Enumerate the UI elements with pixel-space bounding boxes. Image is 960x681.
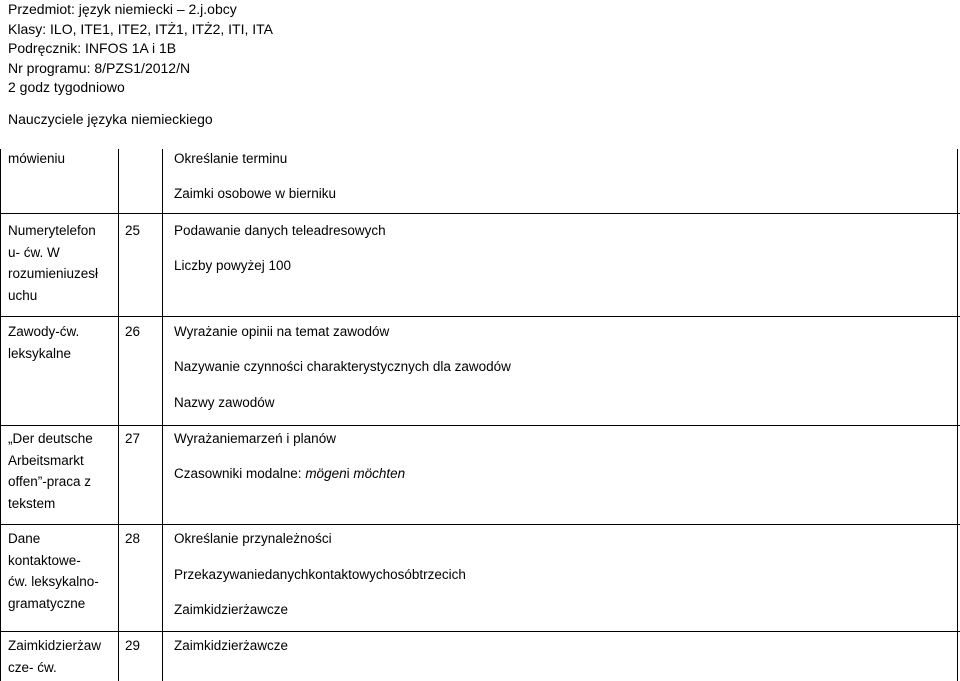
table-border-col2 xyxy=(162,149,163,681)
modal-verbs-item xyxy=(174,463,934,485)
topic-line: rozumieniuzesł xyxy=(8,266,99,281)
topic-line: Numerytelefon xyxy=(8,223,96,238)
row-item: Podawanie danych teleadresowych xyxy=(174,223,386,238)
topic-line: gramatyczne xyxy=(8,595,86,611)
row-divider xyxy=(0,524,960,525)
row-divider xyxy=(0,425,960,426)
row-item: Liczby powyżej 100 xyxy=(174,258,292,273)
topic-line: Zawody-ćw. xyxy=(8,324,80,339)
modal-prefix: Czasowniki modalne: xyxy=(174,466,306,481)
topic-line: kontaktowe- xyxy=(8,552,81,568)
topic-line: Zaimkidzierżaw xyxy=(8,638,102,653)
topic-line: ćw. leksykalno- xyxy=(8,574,99,589)
row-topic xyxy=(8,428,111,514)
row-item: Zaimki osobowe w bierniku xyxy=(174,186,337,201)
textbook-line: Podręcznik: INFOS 1A i 1B xyxy=(8,40,177,56)
table-border-right xyxy=(957,149,958,681)
row-divider xyxy=(0,213,960,214)
hours-line: 2 godz tygodniowo xyxy=(8,79,125,95)
row-divider xyxy=(0,316,960,317)
topic-line: cze- ćw. xyxy=(8,659,57,675)
topic-line: Dane xyxy=(8,531,41,546)
lesson-number: 29 xyxy=(125,638,141,653)
row-item: Nazwy zawodów xyxy=(174,395,275,410)
table-border-left xyxy=(0,149,1,681)
row-item: Nazywanie czynności charakterystycznych dla zawodów xyxy=(174,359,511,374)
row-item: Przekazywaniedanychkontaktowychosóbtrzecich xyxy=(174,567,466,582)
lesson-number: 28 xyxy=(125,531,141,546)
table-border-col1 xyxy=(118,149,119,681)
row-topic xyxy=(8,321,111,364)
topic-line: leksykalne xyxy=(8,345,72,361)
teachers-line: Nauczyciele języka niemieckiego xyxy=(8,111,213,127)
subject-line: Przedmiot: język niemiecki – 2.j.obcy xyxy=(8,1,237,17)
program-number-line: Nr programu: 8/PZS1/2012/N xyxy=(8,59,191,76)
modal-verb: mögen xyxy=(305,466,347,481)
topic-line: „Der deutsche xyxy=(8,431,93,446)
row-topic: mówieniu xyxy=(8,151,66,166)
row-topic xyxy=(8,220,111,306)
modal-connector: i xyxy=(346,466,354,481)
row-divider xyxy=(0,631,960,632)
classes-line: Klasy: ILO, ITE1, ITE2, ITŻ1, ITŻ2, ITI, ITA xyxy=(8,20,274,37)
row-topic xyxy=(8,528,111,614)
row-item: Wyrażaniemarzeń i planów xyxy=(174,431,336,446)
topic-line: offen”-praca z xyxy=(8,474,92,489)
row-item: Zaimkidzierżawcze xyxy=(174,602,289,617)
lesson-number: 27 xyxy=(125,431,141,446)
row-item: Zaimkidzierżawcze xyxy=(174,638,289,653)
row-item: Wyrażanie opinii na temat zawodów xyxy=(174,324,390,339)
row-topic xyxy=(8,635,111,678)
topic-line: Arbeitsmarkt xyxy=(8,452,84,468)
topic-line: u- ćw. W xyxy=(8,244,60,260)
topic-line: uchu xyxy=(8,287,38,303)
row-item: Określanie terminu xyxy=(174,151,288,166)
lesson-number: 26 xyxy=(125,324,141,339)
lesson-number: 25 xyxy=(125,223,141,238)
topic-line: tekstem xyxy=(8,495,56,511)
modal-verb: möchten xyxy=(353,466,406,481)
row-item: Określanie przynależności xyxy=(174,531,332,546)
